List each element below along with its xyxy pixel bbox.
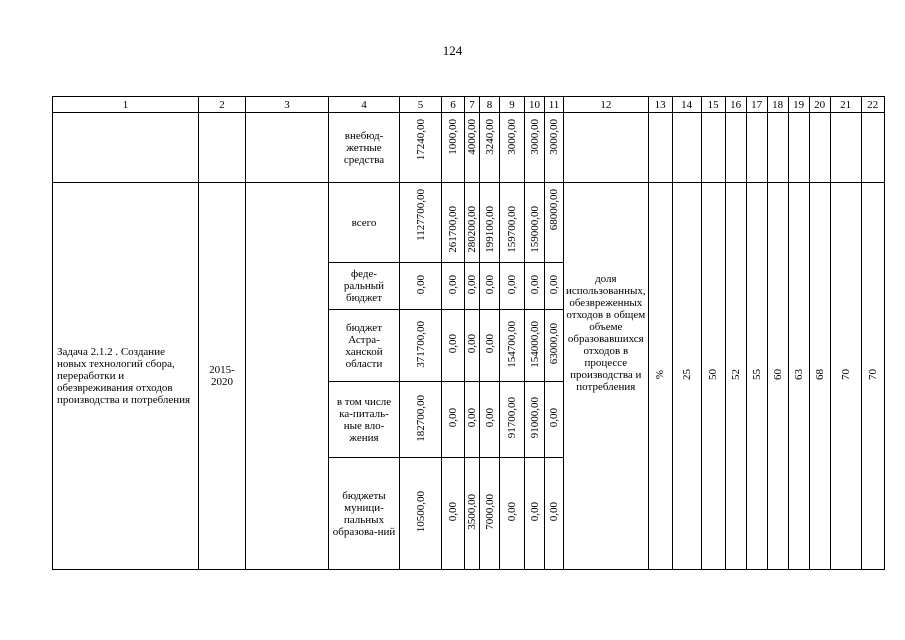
value-cell: 0,00	[500, 458, 525, 570]
col-header: 5	[400, 97, 442, 113]
value-cell: 3240,00	[480, 113, 500, 183]
value-cell: 261700,00	[442, 183, 465, 263]
value-cell: 10500,00	[400, 458, 442, 570]
col-header: 16	[725, 97, 746, 113]
value-cell: 4000,00	[465, 113, 480, 183]
col-header: 15	[701, 97, 725, 113]
value-cell: 0,00	[465, 263, 480, 310]
col-header: 13	[648, 97, 672, 113]
value-cell: 0,00	[545, 382, 564, 458]
empty-cell	[809, 113, 830, 183]
col-header: 17	[746, 97, 767, 113]
funding-source-cell: в том числе ка-питаль-ные вло-жения	[329, 382, 400, 458]
funding-source-cell: бюджеты муници-пальных образова-ний	[329, 458, 400, 570]
empty-cell	[767, 113, 788, 183]
empty-cell	[648, 113, 672, 183]
value-cell: 371700,00	[400, 310, 442, 382]
target-cell: 68	[809, 183, 830, 570]
value-cell: 0,00	[442, 382, 465, 458]
table-row	[53, 113, 885, 183]
col-header: 22	[861, 97, 884, 113]
value-cell: 1000,00	[442, 113, 465, 183]
value-cell: 0,00	[465, 310, 480, 382]
funding-source-cell: феде-ральный бюджет	[329, 263, 400, 310]
empty-cell	[746, 113, 767, 183]
empty-cell	[861, 113, 884, 183]
target-cell: 63	[788, 183, 809, 570]
target-cell: 70	[861, 183, 884, 570]
target-cell: 55	[746, 183, 767, 570]
value-cell: 91700,00	[500, 382, 525, 458]
table-row	[53, 183, 885, 263]
value-cell: 0,00	[480, 263, 500, 310]
empty-cell	[701, 113, 725, 183]
value-cell: 7000,00	[480, 458, 500, 570]
value-cell: 1127700,00	[400, 183, 442, 263]
empty-cell	[564, 113, 649, 183]
col-header: 8	[480, 97, 500, 113]
value-cell: 0,00	[400, 263, 442, 310]
value-cell: 0,00	[500, 263, 525, 310]
col-header: 21	[830, 97, 861, 113]
empty-cell	[672, 113, 701, 183]
funding-source-cell: внебюд-жетные средства	[329, 113, 400, 183]
header-row	[53, 97, 885, 113]
col-header: 2	[199, 97, 246, 113]
empty-cell	[830, 113, 861, 183]
col-header: 19	[788, 97, 809, 113]
value-cell: 0,00	[442, 458, 465, 570]
task-name-cell: Задача 2.1.2 . Создание новых технологий сбора, переработки и обезвреживания отходов производства и потребления	[53, 183, 199, 570]
value-cell: 91000,00	[525, 382, 545, 458]
funding-source-cell: бюджет Астра-ханской области	[329, 310, 400, 382]
program-table	[52, 96, 885, 570]
value-cell: 159000,00	[525, 183, 545, 263]
col-header: 3	[246, 97, 329, 113]
target-cell: 50	[701, 183, 725, 570]
value-cell: 182700,00	[400, 382, 442, 458]
col-header: 18	[767, 97, 788, 113]
value-cell: 0,00	[525, 263, 545, 310]
value-cell: 0,00	[525, 458, 545, 570]
value-cell: 280200,00	[465, 183, 480, 263]
col-header: 6	[442, 97, 465, 113]
empty-cell	[246, 113, 329, 183]
target-cell: 70	[830, 183, 861, 570]
value-cell: 154000,00	[525, 310, 545, 382]
col-header: 10	[525, 97, 545, 113]
value-cell: 0,00	[442, 310, 465, 382]
value-cell: 17240,00	[400, 113, 442, 183]
col-header: 12	[564, 97, 649, 113]
value-cell: 0,00	[465, 382, 480, 458]
col-header: 20	[809, 97, 830, 113]
empty-cell	[199, 113, 246, 183]
value-cell: 199100,00	[480, 183, 500, 263]
col-header: 9	[500, 97, 525, 113]
target-cell: 52	[725, 183, 746, 570]
empty-cell	[788, 113, 809, 183]
col-header: 14	[672, 97, 701, 113]
value-cell: 0,00	[480, 310, 500, 382]
empty-cell	[53, 113, 199, 183]
value-cell: 0,00	[480, 382, 500, 458]
value-cell: 63000,00	[545, 310, 564, 382]
value-cell: 3000,00	[545, 113, 564, 183]
target-cell: 60	[767, 183, 788, 570]
value-cell: 3000,00	[525, 113, 545, 183]
value-cell: 0,00	[545, 458, 564, 570]
target-cell: 25	[672, 183, 701, 570]
value-cell: 3500,00	[465, 458, 480, 570]
indicator-cell: доля использованных, обезвреженных отходов в общем объеме образовавшихся отходов в процессе производства и потребления	[564, 183, 649, 570]
funding-source-cell: всего	[329, 183, 400, 263]
value-cell: 3000,00	[500, 113, 525, 183]
value-cell: 0,00	[545, 263, 564, 310]
unit-cell: %	[648, 183, 672, 570]
value-cell: 154700,00	[500, 310, 525, 382]
value-cell: 159700,00	[500, 183, 525, 263]
col-header: 11	[545, 97, 564, 113]
col-header: 7	[465, 97, 480, 113]
col-header: 4	[329, 97, 400, 113]
value-cell: 68000,00	[545, 183, 564, 263]
value-cell: 0,00	[442, 263, 465, 310]
empty-cell	[246, 183, 329, 570]
page-number: 124	[442, 43, 463, 58]
period-cell: 2015-2020	[199, 183, 246, 570]
col-header: 1	[53, 97, 199, 113]
empty-cell	[725, 113, 746, 183]
